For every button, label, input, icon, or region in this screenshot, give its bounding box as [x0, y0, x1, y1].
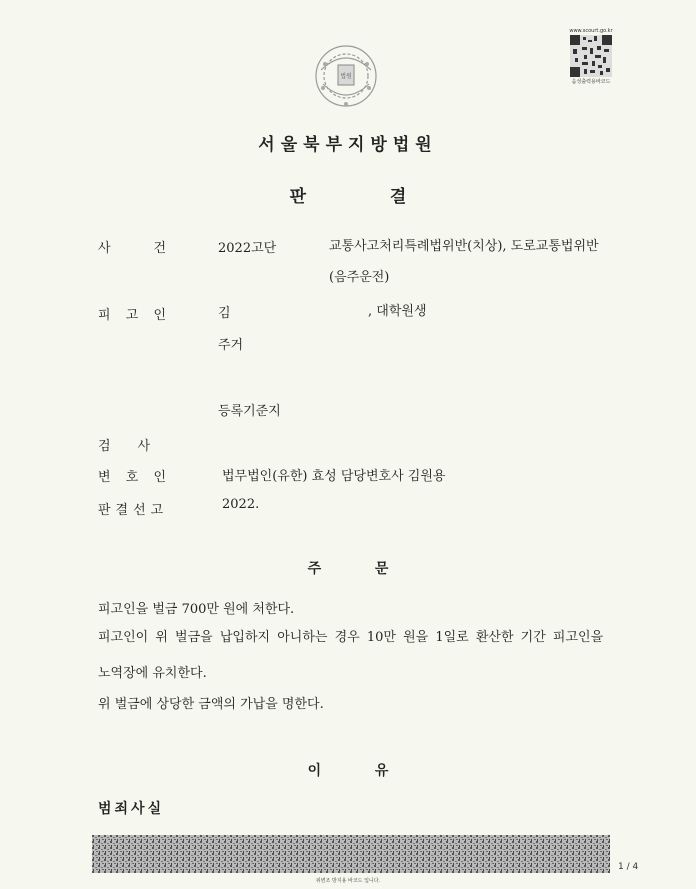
anti-forgery-barcode	[92, 835, 610, 873]
defendant-occupation: , 대학원생	[368, 304, 427, 319]
footer-note: 위변조 방지용 바코드 입니다.	[315, 878, 381, 884]
reasons-subheading: 범죄사실	[98, 801, 165, 817]
court-name: 서울북부지방법원	[258, 135, 438, 155]
verdict-date-label: 판결선고	[98, 503, 169, 518]
case-charge-line1: 교통사고처리특례법위반(치상), 도로교통법위반	[329, 239, 599, 254]
defendant-label: 피 고 인	[98, 308, 166, 323]
reasons-heading: 이 유	[307, 763, 389, 779]
case-label: 사 건	[98, 241, 166, 256]
prosecutor-label: 검 사	[98, 439, 150, 454]
ruling-line-2: 피고인이 위 벌금을 납입하지 아니하는 경우 10만 원을 1일로 환산한 기간 피고인을	[98, 630, 604, 645]
seal-text: 법원	[340, 73, 352, 80]
lawyer-label: 변 호 인	[98, 470, 166, 485]
case-number: 2022고단	[218, 241, 277, 256]
verdict-date-value: 2022.	[222, 497, 260, 512]
case-charge-line2: (음주운전)	[329, 270, 390, 285]
ruling-line-1: 피고인을 벌금 700만 원에 처한다.	[98, 602, 295, 617]
qr-code-icon	[570, 35, 612, 77]
title-char-2: 결	[389, 187, 407, 207]
qr-caption: 음성출력용바코드	[571, 79, 611, 85]
court-seal-emblem	[311, 40, 381, 112]
defendant-name: 김	[218, 306, 231, 321]
barcode-qr	[568, 28, 614, 90]
lawyer-value: 법무법인(유한) 효성 담당변호사 김원용	[222, 469, 446, 484]
ruling-heading: 주 문	[307, 561, 389, 577]
defendant-address-label: 주거	[218, 338, 244, 353]
document-title	[0, 182, 696, 207]
ruling-line-3: 노역장에 유치한다.	[98, 666, 207, 681]
page-number: 1 / 4	[618, 862, 639, 872]
ruling-line-4: 위 벌금에 상당한 금액의 가납을 명한다.	[98, 697, 324, 712]
title-char-1: 판	[289, 187, 307, 207]
defendant-registry-label: 등록기준지	[218, 404, 281, 419]
qr-url: www.scourt.go.kr	[569, 28, 613, 34]
